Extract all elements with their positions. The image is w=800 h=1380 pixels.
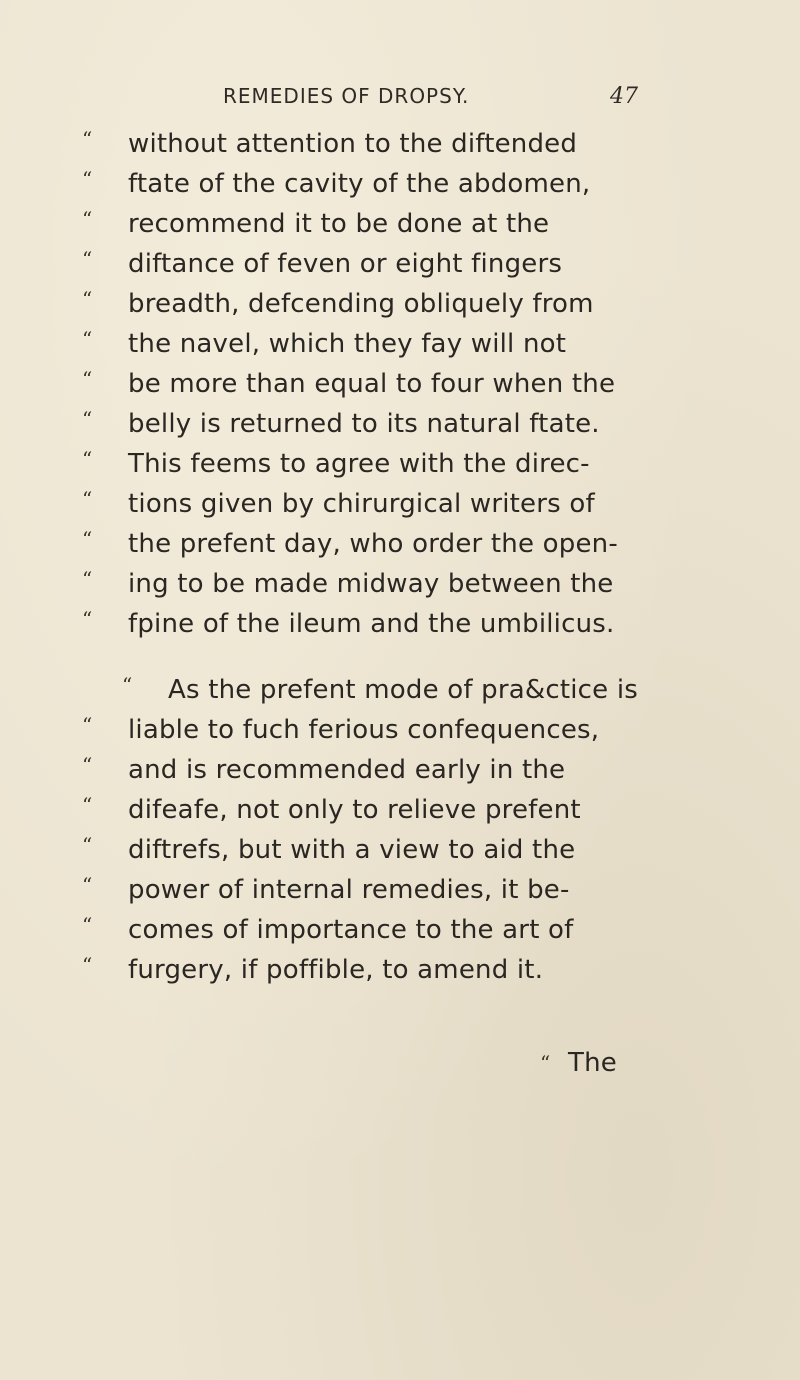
- paragraph-gap: [82, 644, 662, 670]
- text-line: “ breadth, defcending obliquely from: [82, 284, 662, 324]
- quote-mark: “: [82, 713, 93, 737]
- quote-mark: “: [82, 873, 93, 897]
- catchword: “ The: [540, 1048, 617, 1078]
- running-head: REMEDIES OF DROPSY.: [223, 84, 470, 108]
- text-line: “ belly is returned to its natural ftate.: [82, 404, 662, 444]
- quote-mark: “: [82, 913, 93, 937]
- text-line: “ be more than equal to four when the: [82, 364, 662, 404]
- text-line: “ ftate of the cavity of the abdomen,: [82, 164, 662, 204]
- quote-mark: “: [82, 447, 93, 471]
- text-line: “ comes of importance to the art of: [82, 910, 662, 950]
- quote-mark: “: [82, 207, 93, 231]
- quote-mark: “: [82, 487, 93, 511]
- quote-mark: “: [82, 793, 93, 817]
- text-line: “ diftance of feven or eight fingers: [82, 244, 662, 284]
- quote-mark: “: [82, 607, 93, 631]
- quote-mark: “: [122, 673, 133, 697]
- quote-mark: “: [82, 327, 93, 351]
- quote-mark: “: [82, 953, 93, 977]
- quote-mark: “: [82, 833, 93, 857]
- text-line: “ As the prefent mode of pra&ctice is: [82, 670, 662, 710]
- quote-mark: “: [82, 567, 93, 591]
- quote-mark: “: [82, 167, 93, 191]
- text-line: “ diftrefs, but with a view to aid the: [82, 830, 662, 870]
- text-line: “ fpine of the ileum and the umbilicus.: [82, 604, 662, 644]
- body-text: [82, 124, 662, 990]
- text-line: “ This feems to agree with the direc-: [82, 444, 662, 484]
- text-line: “ difeafe, not only to relieve prefent: [82, 790, 662, 830]
- quote-mark: “: [82, 753, 93, 777]
- quote-mark: “: [540, 1051, 551, 1075]
- page-number: 47: [610, 84, 638, 109]
- quote-mark: “: [82, 247, 93, 271]
- quote-mark: “: [82, 407, 93, 431]
- text-line: “ power of internal remedies, it be-: [82, 870, 662, 910]
- text-line: “ the navel, which they fay will not: [82, 324, 662, 364]
- text-line: “ the prefent day, who order the open-: [82, 524, 662, 564]
- text-line: “ tions given by chirurgical writers of: [82, 484, 662, 524]
- text-line: “ without attention to the diftended: [82, 124, 662, 164]
- quote-mark: “: [82, 127, 93, 151]
- text-line: “ furgery, if poffible, to amend it.: [82, 950, 662, 990]
- text-line: “ liable to fuch ferious confequences,: [82, 710, 662, 750]
- text-line: “ ing to be made midway between the: [82, 564, 662, 604]
- quote-mark: “: [82, 287, 93, 311]
- quote-mark: “: [82, 367, 93, 391]
- text-line: “ recommend it to be done at the: [82, 204, 662, 244]
- text-line: “ and is recommended early in the: [82, 750, 662, 790]
- quote-mark: “: [82, 527, 93, 551]
